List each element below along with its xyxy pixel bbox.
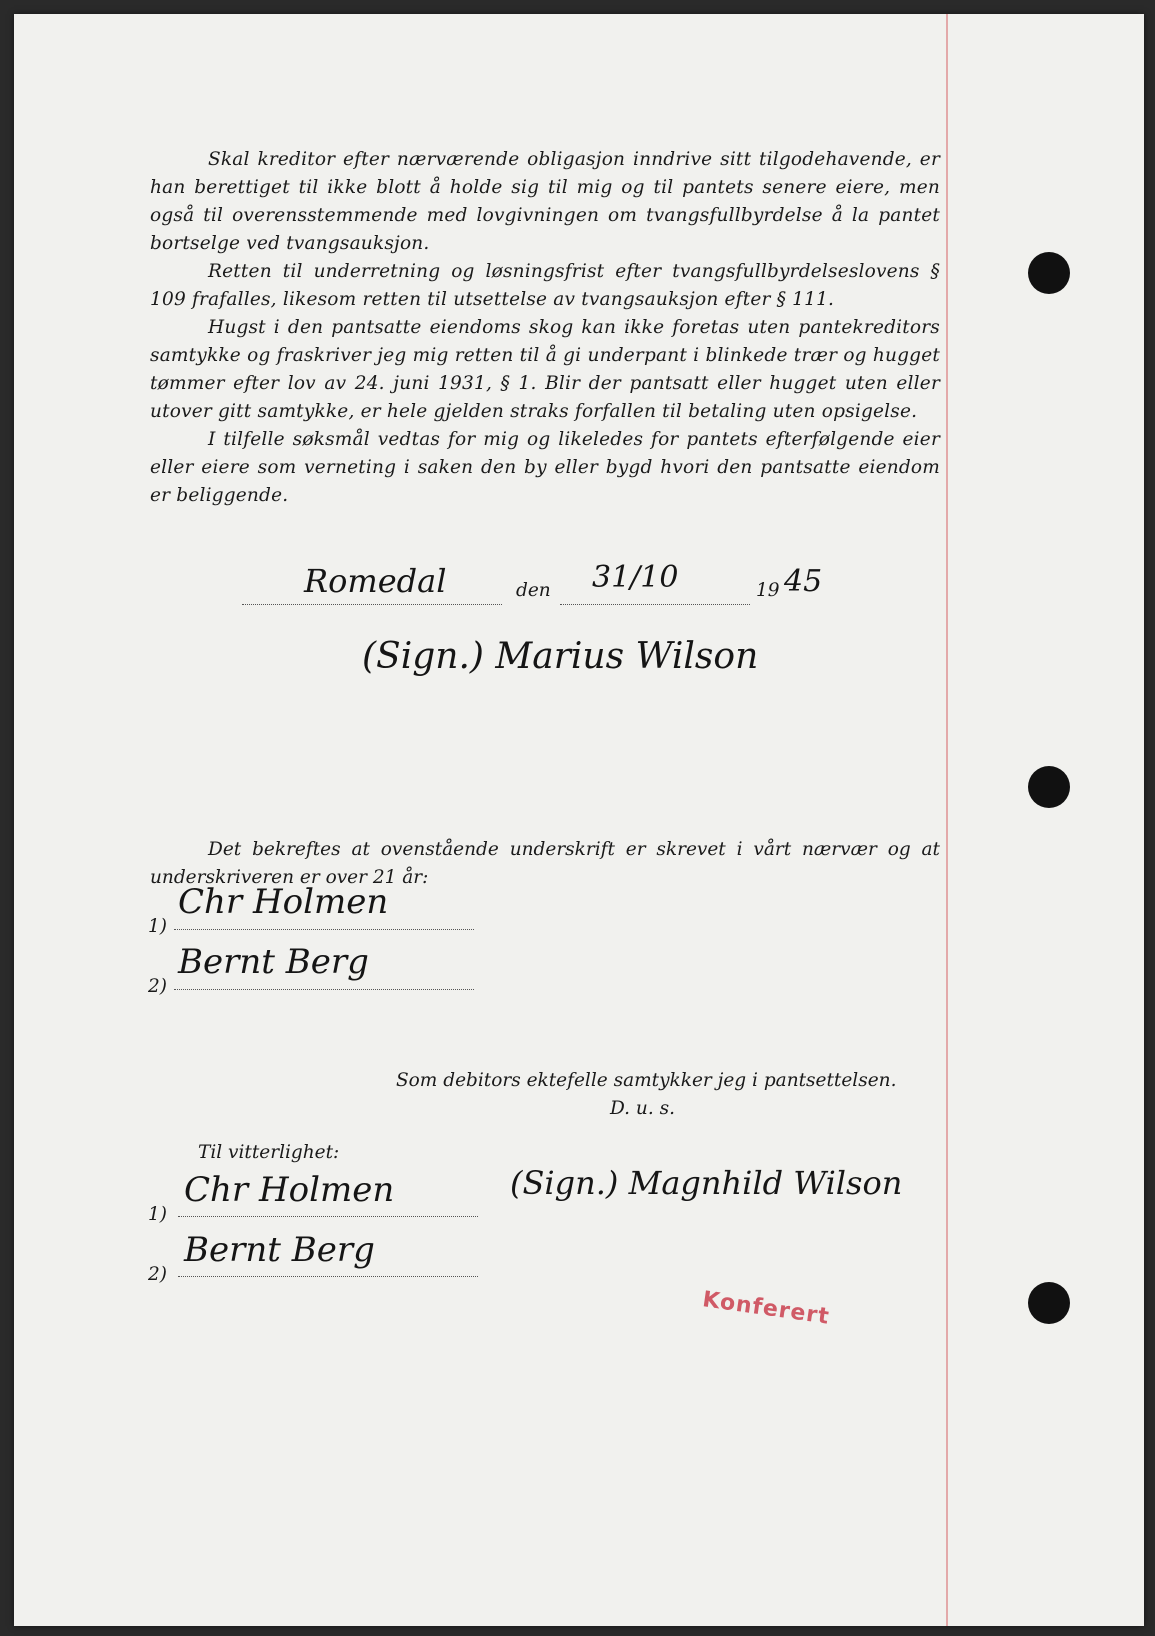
debtor-signature: (Sign.) Marius Wilson [362, 636, 759, 677]
til-vitterlighet-label: Til vitterlighet: [198, 1142, 340, 1163]
year-prefix: 19 [756, 580, 780, 601]
witness-number: 2) [148, 976, 167, 997]
document-page [14, 14, 1144, 1626]
place-handwritten: Romedal [304, 562, 447, 600]
den-label: den [516, 580, 551, 601]
date-handwritten: 31/10 [592, 560, 679, 595]
punch-hole [1028, 1282, 1070, 1324]
spouse-signature: (Sign.) Magnhild Wilson [510, 1164, 903, 1202]
red-margin-line [946, 14, 948, 1626]
paragraph-notice: Retten til underretning og løsningsfrist efter tvangsfullbyrdelseslovens § 109 frafalles, likesom retten til utsettelse av tvangsauksjon efter § 111. [150, 261, 940, 310]
paragraph-venue: I tilfelle søksmål vedtas for mig og likeledes for pantets efterfølgende eier eller eiere som verneting i saken den by eller bygd hvori den pantsatte eiendom er beliggende. [150, 429, 940, 506]
witness-number: 1) [148, 1204, 167, 1225]
dus-text: D. u. s. [610, 1098, 675, 1119]
mortgage-terms-text [150, 146, 940, 510]
paragraph-enforcement: Skal kreditor efter nærværende obligasjon inndrive sitt tilgodehavende, er han berettiget til ikke blott å holde sig til mig og til pantets senere eiere, men også til overensstemmende med lovgivningen om tvangsfullbyrdelse å la pantet bortselge ved tvangsauksjon. [150, 149, 940, 254]
year-handwritten: 45 [784, 564, 823, 599]
attestation-text: Det bekreftes at ovenstående underskrift er skrevet i vårt nærvær og at underskriveren er over 21 år: [150, 839, 940, 888]
witness-signature: Chr Holmen [184, 1170, 395, 1210]
konferert-stamp: Konferert [700, 1287, 832, 1330]
witness-number: 2) [148, 1264, 167, 1285]
punch-hole [1028, 252, 1070, 294]
paragraph-logging: Hugst i den pantsatte eiendoms skog kan ikke foretas uten pantekreditors samtykke og fraskriver jeg mig retten til å gi underpant i blinkede trær og hugget tømmer efter lov av 24. juni 1931, § 1. Blir der pantsatt eller hugget uten eller utover gitt samtykke, er hele gjelden straks forfallen til betaling uten opsigelse. [150, 317, 940, 422]
witness-signature: Chr Holmen [178, 882, 389, 922]
witness-signature: Bernt Berg [178, 942, 369, 982]
punch-hole [1028, 766, 1070, 808]
witness-number: 1) [148, 916, 167, 937]
witness-signature: Bernt Berg [184, 1230, 375, 1270]
spouse-consent-text: Som debitors ektefelle samtykker jeg i pantsettelsen. [396, 1070, 897, 1091]
